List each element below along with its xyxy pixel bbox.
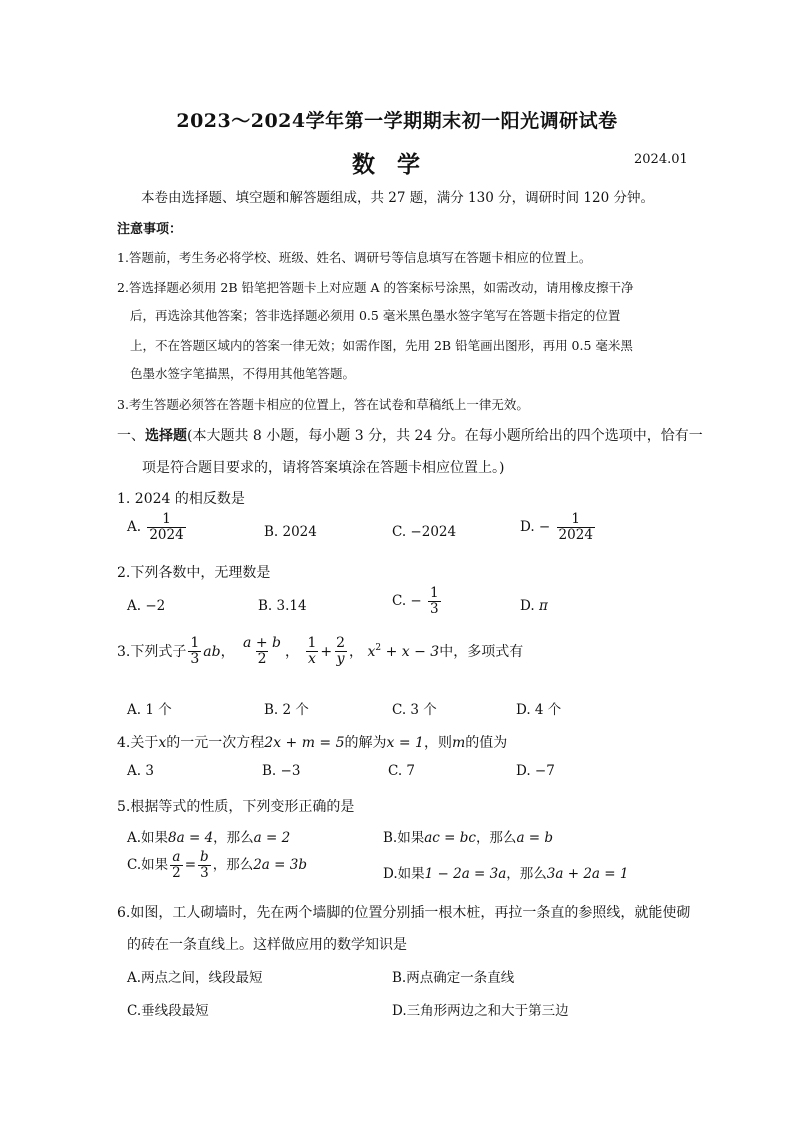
q2-option-b: B. 3.14 xyxy=(258,598,307,614)
q6-option-a: A.两点之间，线段最短 xyxy=(127,970,263,986)
q3-option-d: D. 4 个 xyxy=(516,702,562,718)
question-6-stem-line-2: 的砖在一条直线上。这样做应用的数学知识是 xyxy=(127,937,407,953)
section-desc-line-1: (本大题共 8 小题，每小题 3 分，共 24 分。在每小题所给出的四个选项中，恰有一 xyxy=(187,428,703,444)
q4-option-d: D. −7 xyxy=(516,763,555,779)
q3-option-c: C. 3 个 xyxy=(392,702,437,718)
fraction: $\frac{1}{3}$ xyxy=(430,585,439,617)
notice-item-2-line-2: 后，再选涂其他答案；答非选择题必须用 0.5 毫米黑色墨水签字笔写在答题卡指定的位置 xyxy=(130,308,621,323)
q3-option-a: A. 1 个 xyxy=(127,702,172,718)
section-name: 选择题 xyxy=(145,428,187,444)
fraction: $\frac{b}{3}$ xyxy=(200,849,209,881)
section-1-heading xyxy=(117,425,703,445)
q1-option-b: B. 2024 xyxy=(264,524,317,540)
notice-item-3: 3.考生答题必须答在答题卡相应的位置上，答在试卷和草稿纸上一律无效。 xyxy=(117,397,529,412)
q3-option-b: B. 2 个 xyxy=(264,702,309,718)
question-2-stem: 2.下列各数中，无理数是 xyxy=(117,565,271,581)
question-3-stem: 3.下列式子 $\frac{1}{3}$ ab， $\frac{a + b}{2}$ ， $\frac{1}{x}$ + $\frac{2}{y}$ ， $x^2 + x - 3$中，多项式有 xyxy=(117,635,524,668)
fraction: $\frac{1}{3}$ xyxy=(190,635,200,668)
question-4-stem: 4.关于x的一元一次方程2x + m = 5的解为x = 1，则m的值为 xyxy=(117,735,508,751)
q6-option-c: C.垂线段最短 xyxy=(127,1003,209,1019)
q5-option-c: C.如果 $\frac{a}{2}$ = $\frac{b}{3}$ ，那么2a = 3b xyxy=(127,849,307,881)
notice-item-2-line-4: 色墨水签字笔描黑，不得用其他笔答题。 xyxy=(130,366,356,381)
fraction: $\frac{1}{2024}$ xyxy=(149,511,184,543)
q1-option-d: D. − $\frac{1}{2024}$ xyxy=(520,511,593,543)
q5-option-b: B.如果ac = bc，那么a = b xyxy=(383,830,554,846)
section-1-desc-line-2: 项是符合题目要求的，请将答案填涂在答题卡相应位置上。) xyxy=(142,460,505,476)
exam-title: 2023～2024学年第一学期期末初一阳光调研试卷 xyxy=(176,110,618,132)
subject-title: 数学 xyxy=(352,151,442,178)
q1-option-a: A. $\frac{1}{2024}$ xyxy=(127,511,184,543)
fraction: $\frac{a}{2}$ xyxy=(172,849,181,881)
notice-heading: 注意事项： xyxy=(117,222,183,237)
q5-option-d: D.如果1 − 2a = 3a，那么3a + 2a = 1 xyxy=(383,866,629,882)
question-5-stem: 5.根据等式的性质，下列变形正确的是 xyxy=(117,799,355,815)
fraction: $\frac{2}{y}$ xyxy=(336,635,346,668)
fraction: $\frac{1}{2024}$ xyxy=(558,511,593,543)
notice-item-2-line-1: 2.答选择题必须用 2B 铅笔把答题卡上对应题 A 的答案标号涂黑，如需改动，请用橡皮擦干净 xyxy=(117,280,634,295)
section-prefix: 一、 xyxy=(117,428,145,444)
intro-text: 本卷由选择题、填空题和解答题组成，共 27 题，满分 130 分，调研时间 120 分钟。 xyxy=(141,190,654,206)
q6-option-d: D.三角形两边之和大于第三边 xyxy=(392,1003,569,1019)
exam-date: 2024.01 xyxy=(634,152,688,167)
q1-option-c: C. −2024 xyxy=(392,524,457,540)
q6-option-b: B.两点确定一条直线 xyxy=(392,970,515,986)
notice-item-2-line-3: 上，不在答题区域内的答案一律无效；如需作图，先用 2B 铅笔画出图形，再用 0.5 毫米黑 xyxy=(130,338,633,353)
q2-option-a: A. −2 xyxy=(127,598,166,614)
q4-option-b: B. −3 xyxy=(262,763,301,779)
q4-option-a: A. 3 xyxy=(127,763,154,779)
question-6-stem-line-1: 6.如图，工人砌墙时，先在两个墙脚的位置分别插一根木桩，再拉一条直的参照线，就能使砌 xyxy=(117,905,691,921)
q5-option-a: A.如果8a = 4，那么a = 2 xyxy=(127,830,291,846)
q4-option-c: C. 7 xyxy=(388,763,416,779)
q2-option-d: D. π xyxy=(520,598,548,614)
fraction: $\frac{1}{x}$ xyxy=(307,635,317,668)
question-1-stem: 1. 2024 的相反数是 xyxy=(117,491,245,507)
fraction: $\frac{a + b}{2}$ xyxy=(243,635,281,668)
q2-option-c: C. − $\frac{1}{3}$ xyxy=(392,585,439,617)
notice-item-1: 1.答题前，考生务必将学校、班级、姓名、调研号等信息填写在答题卡相应的位置上。 xyxy=(117,250,592,265)
